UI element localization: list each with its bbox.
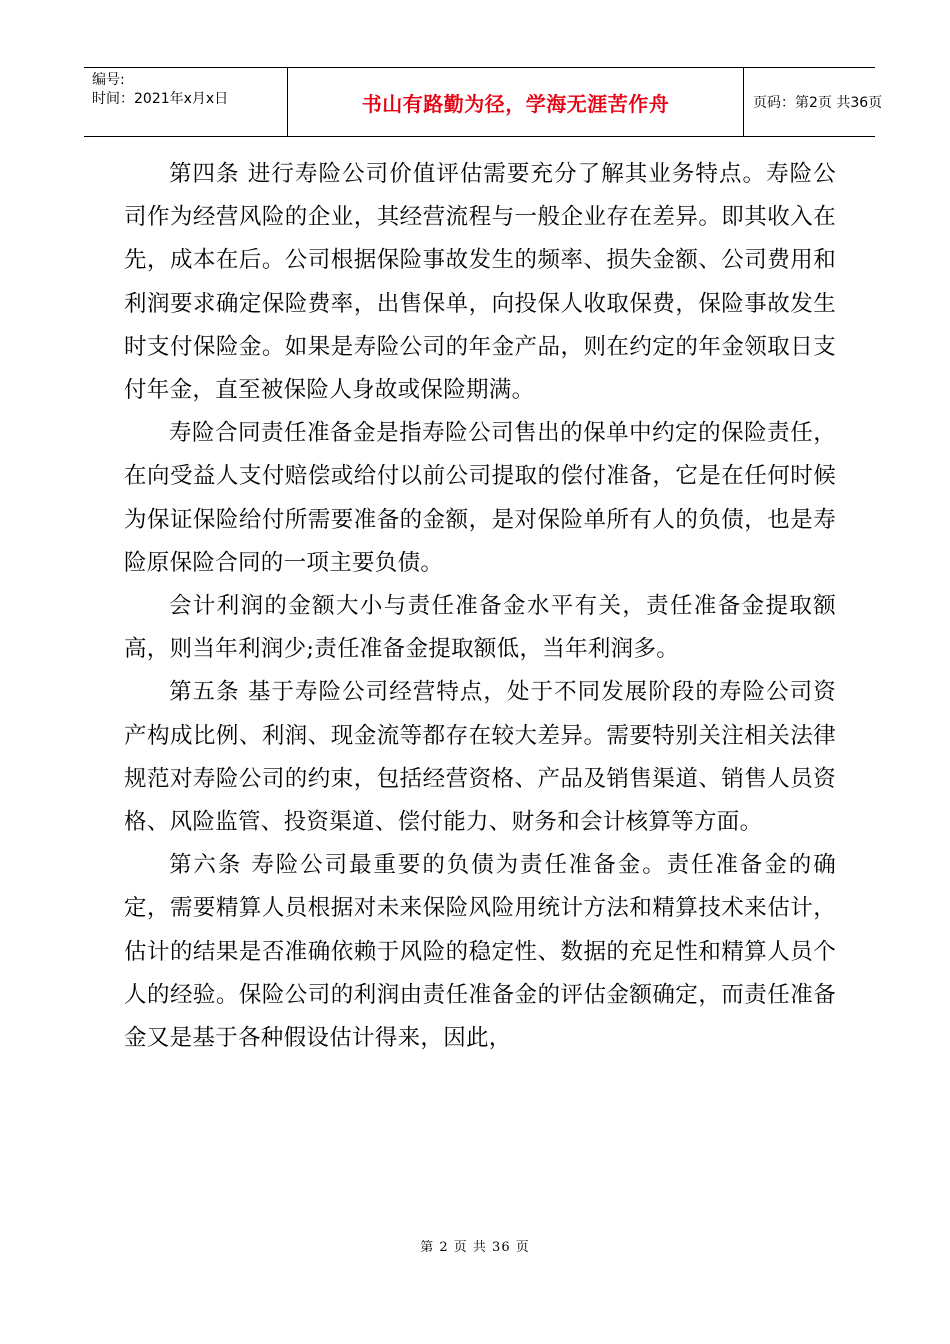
paragraph-accounting-profit: 会计利润的金额大小与责任准备金水平有关，责任准备金提取额高，则当年利润少;责任准备金提取额低，当年利润多。 [124,593,836,663]
paragraph-article-5: 第五条 基于寿险公司经营特点，处于不同发展阶段的寿险公司资产构成比例、利润、现金流等都存在较大差异。需要特别关注相关法律规范对寿险公司的约束，包括经营资格、产品及销售渠道、销售人员资格、风险监管、投资渠道、偿付能力、财务和会计核算等方面。 [124,679,836,836]
page-footer: 第 2 页 共 36 页 [420,1240,530,1255]
header-page-cell [743,68,883,136]
page-header [84,67,883,137]
header-page-info: 页码：第2页 共36页 [753,95,883,111]
document-time-label: 时间：2021年x月x日 [92,91,229,107]
paragraph-article-4: 第四条 进行寿险公司价值评估需要充分了解其业务特点。寿险公司作为经营风险的企业，其经营流程与一般企业存在差异。即其收入在先，成本在后。公司根据保险事故发生的频率、损失金额、公司费用和利润要求确定保险费率，出售保单，向投保人收取保费，保险事故发生时支付保险金。如果是寿险公司的年金产品，则在约定的年金领取日支付年金，直至被保险人身故或保险期满。 [124,161,836,404]
document-number-label: 编号: [92,72,125,88]
header-motto: 书山有路勤为径，学海无涯苦作舟 [361,91,670,116]
header-motto-cell [287,68,744,136]
paragraph-article-6: 第六条 寿险公司最重要的负债为责任准备金。责任准备金的确定，需要精算人员根据对未来保险风险用统计方法和精算技术来估计，估计的结果是否准确依赖于风险的稳定性、数据的充足性和精算人员个人的经验。保险公司的利润由责任准备金的评估金额确定，而责任准备金又是基于各种假设估计得来，因此， [124,852,836,1052]
document-body [124,153,836,1060]
paragraph-reserve-definition: 寿险合同责任准备金是指寿险公司售出的保单中约定的保险责任，在向受益人支付赔偿或给付以前公司提取的偿付准备，它是在任何时候为保证保险给付所需要准备的金额，是对保险单所有人的负债，也是寿险原保险合同的一项主要负债。 [124,420,836,576]
header-meta-cell [84,68,287,136]
